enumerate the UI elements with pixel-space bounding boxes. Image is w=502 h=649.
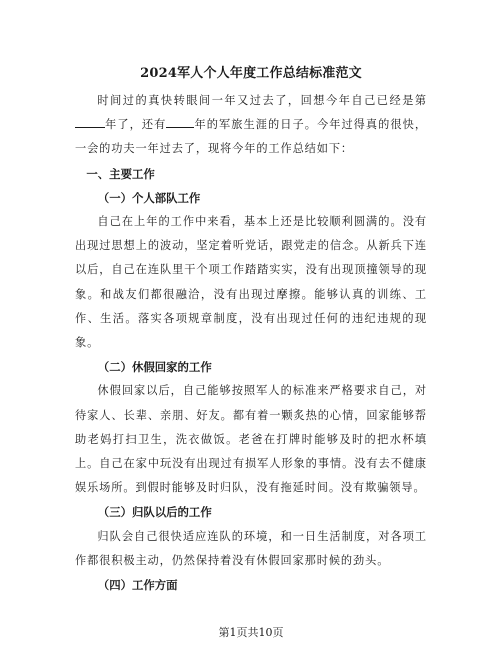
subsection-heading-home-leave: （二）休假回家的工作	[97, 360, 212, 375]
intro-text-1: 时间过的真快转眼间一年又过去了，回想今年自己已经是第	[97, 94, 427, 107]
paragraph-home-leave: 休假回家以后，自己能够按照军人的标准来严格要求自己，对待家人、长辈、亲朋、好友。都有着一颗炙热的心情，回家能够帮助老妈打扫卫生，洗衣做饭。老爸在打牌时能够及时的把水杯填上。自己在家中玩没有出现过有损军人形象的事情。没有去不健康娱乐场所。到假时能够及时归队，没有拖延时间。没有欺骗领导。	[75, 384, 427, 495]
subsection-heading-unit-work: （一）个人部队工作	[97, 190, 201, 205]
paragraph-after-return: 归队会自己很快适应连队的环境，和一日生活制度，对各项工作都很积极主动，仍然保持着没有休假回家那时候的劲头。	[75, 529, 427, 567]
intro-text-2: 年了，还有	[105, 118, 167, 132]
page-title: 2024军人个人年度工作总结标准范文	[140, 66, 362, 81]
document-body	[75, 89, 427, 597]
subsection-heading-work-aspects: （四）工作方面	[97, 578, 178, 593]
intro-paragraph	[75, 89, 427, 162]
subsection-heading-after-return: （三）归队以后的工作	[97, 505, 212, 520]
page-footer-page-number: 第1页共10页	[218, 626, 284, 639]
section-heading-main-work: 一、主要工作	[86, 166, 155, 181]
paragraph-unit-work: 自己在上年的工作中来看，基本上还是比较顺利圆满的。没有出现过思想上的波动，坚定着听党话，跟党走的信念。从新兵下连以后，自己在连队里干个项工作踏踏实实，没有出现顶撞领导的现象。和战友们都很融洽，没有出现过摩擦。能够认真的训练、工作、生活。落实各项规章制度，没有出现过任何的违纪违规的现象。	[75, 215, 427, 350]
intro-text-3: 年的军旅生涯的日子。今年过得真的很快，一会的功夫一年过去了，现将今年的工作总结如下：	[75, 118, 427, 156]
fill-blank-years-remaining	[166, 116, 194, 128]
fill-blank-years-served	[75, 116, 105, 128]
